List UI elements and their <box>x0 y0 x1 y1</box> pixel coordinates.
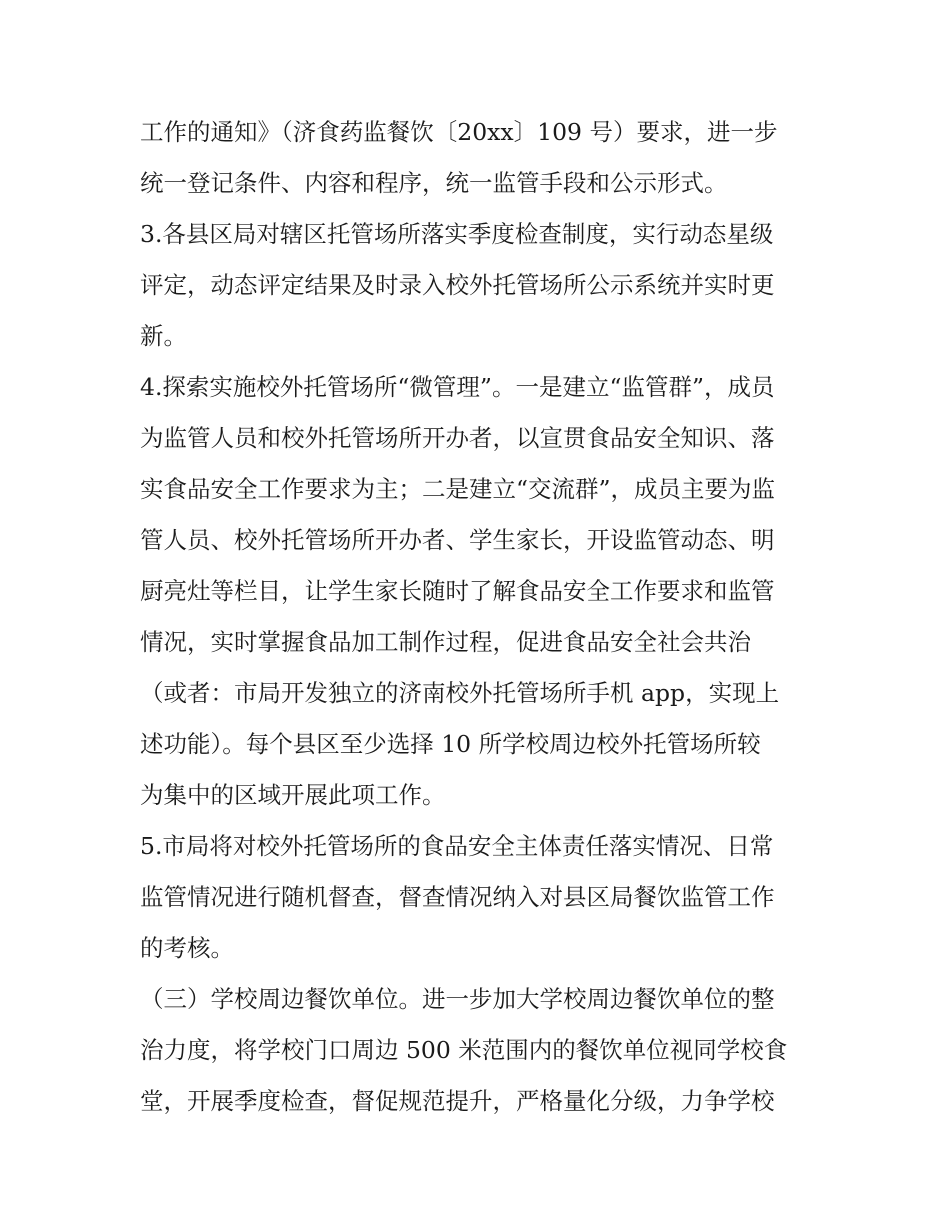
text-line: 统一登记条件、内容和程序，统一监管手段和公示形式。 <box>140 169 728 197</box>
text-line: （三）学校周边餐饮单位。进一步加大学校周边餐饮单位的整 <box>140 985 775 1013</box>
text-line: 情况，实时掌握食品加工制作过程，促进食品安全社会共治 <box>140 628 751 656</box>
text-line: （或者：市局开发独立的济南校外托管场所手机 app，实现上 <box>140 679 780 707</box>
text-line: 监管情况进行随机督查，督查情况纳入对县区局餐饮监管工作 <box>140 883 775 911</box>
text-line: 实食品安全工作要求为主；二是建立“交流群”，成员主要为监 <box>140 475 776 503</box>
text-line: 的考核。 <box>140 934 234 962</box>
text-line: 3.各县区局对辖区托管场所落实季度检查制度，实行动态星级 <box>140 220 774 248</box>
text-line: 工作的通知》（济食药监餐饮〔20xx〕109 号）要求，进一步 <box>140 118 778 146</box>
document-body <box>140 107 820 1127</box>
text-line: 4.探索实施校外托管场所“微管理”。一是建立“监管群”，成员 <box>140 373 775 401</box>
text-line: 新。 <box>140 322 187 350</box>
text-line: 为监管人员和校外托管场所开办者，以宣贯食品安全知识、落 <box>140 424 775 452</box>
text-line: 管人员、校外托管场所开办者、学生家长，开设监管动态、明 <box>140 526 775 554</box>
text-line: 治力度，将学校门口周边 500 米范围内的餐饮单位视同学校食 <box>140 1036 788 1064</box>
text-line: 述功能）。每个县区至少选择 10 所学校周边校外托管场所较 <box>140 730 761 758</box>
text-line: 为集中的区域开展此项工作。 <box>140 781 446 809</box>
text-line: 厨亮灶等栏目，让学生家长随时了解食品安全工作要求和监管 <box>140 577 775 605</box>
text-line: 堂，开展季度检查，督促规范提升，严格量化分级，力争学校 <box>140 1087 775 1115</box>
text-line: 评定，动态评定结果及时录入校外托管场所公示系统并实时更 <box>140 271 775 299</box>
text-line: 5.市局将对校外托管场所的食品安全主体责任落实情况、日常 <box>140 832 774 860</box>
